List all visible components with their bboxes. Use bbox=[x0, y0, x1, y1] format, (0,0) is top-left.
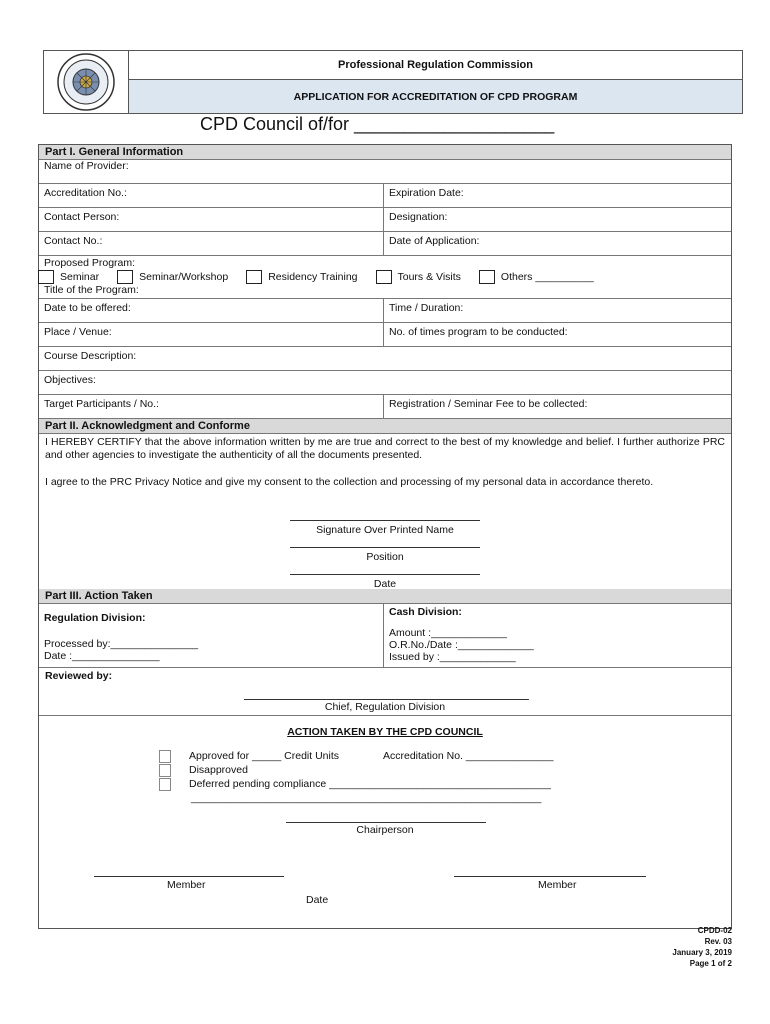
member-right-label: Member bbox=[538, 879, 577, 891]
contact-person-field[interactable]: Contact Person: bbox=[39, 208, 384, 231]
contact-no-row bbox=[39, 232, 731, 256]
registration-fee-field[interactable]: Registration / Seminar Fee to be collected: bbox=[389, 398, 588, 410]
form-revision: Rev. 03 bbox=[704, 937, 732, 946]
prc-seal-icon bbox=[52, 52, 120, 112]
council-action-title: ACTION TAKEN BY THE CPD COUNCIL bbox=[287, 726, 483, 738]
expiration-date-field[interactable]: Expiration Date: bbox=[389, 187, 464, 199]
disapproved-checkbox[interactable] bbox=[159, 764, 171, 777]
member-left-line[interactable] bbox=[94, 876, 284, 877]
place-venue-row bbox=[39, 323, 731, 347]
application-form bbox=[38, 144, 732, 929]
date-label: Date bbox=[373, 578, 397, 590]
residency-training-checkbox[interactable] bbox=[246, 270, 262, 284]
certify-text: I HEREBY CERTIFY that the above information written by me are true and correct to the best of my knowledge and belief. I further authorize PRC and other agencies to investigate the authenticity of all the documents presented. bbox=[45, 436, 725, 461]
deferred-label: Deferred pending compliance ______________________________________ bbox=[189, 778, 551, 790]
designation-field[interactable]: Designation: bbox=[389, 211, 448, 223]
disapproved-label: Disapproved bbox=[189, 764, 248, 776]
member-right-line[interactable] bbox=[454, 876, 646, 877]
part1-title: Part I. General Information bbox=[39, 145, 731, 160]
issued-by-field[interactable]: Issued by :_____________ bbox=[389, 651, 516, 663]
approved-label: Approved for _____ Credit Units bbox=[189, 750, 339, 762]
regulation-division-label: Regulation Division: bbox=[44, 612, 146, 624]
reviewed-by-section bbox=[39, 668, 731, 716]
seminar-label: Seminar bbox=[60, 271, 100, 283]
chairperson-label: Chairperson bbox=[356, 824, 414, 836]
part2-title: Part II. Acknowledgment and Conforme bbox=[39, 419, 731, 434]
name-of-provider-row[interactable] bbox=[39, 160, 731, 184]
accreditation-row bbox=[39, 184, 731, 208]
others-checkbox[interactable] bbox=[479, 270, 495, 284]
seminar-checkbox[interactable] bbox=[38, 270, 54, 284]
chief-label: Chief, Regulation Division bbox=[324, 701, 446, 713]
title-of-program-label[interactable]: Title of the Program: bbox=[44, 284, 139, 296]
proposed-program-row bbox=[39, 256, 731, 299]
date-offered-row bbox=[39, 299, 731, 323]
seminar-workshop-label: Seminar/Workshop bbox=[139, 271, 229, 283]
chief-signature-line[interactable] bbox=[244, 699, 529, 700]
council-date-label: Date bbox=[306, 894, 329, 906]
course-description-row bbox=[39, 347, 731, 371]
proposed-program-label: Proposed Program: bbox=[44, 257, 136, 269]
time-duration-field[interactable]: Time / Duration: bbox=[389, 302, 464, 314]
form-code: CPDD-02 bbox=[697, 926, 732, 935]
cash-division-label: Cash Division: bbox=[389, 606, 462, 618]
course-description-field[interactable]: Course Description: bbox=[44, 350, 137, 362]
tours-visits-label: Tours & Visits bbox=[397, 271, 461, 283]
objectives-row bbox=[39, 371, 731, 395]
council-accreditation-no[interactable]: Accreditation No. _______________ bbox=[383, 750, 554, 762]
or-no-field[interactable]: O.R.No./Date :_____________ bbox=[389, 639, 534, 651]
signature-label: Signature Over Printed Name bbox=[316, 524, 454, 536]
council-line: CPD Council of/for ____________________ bbox=[200, 114, 555, 134]
form-date: January 3, 2019 bbox=[672, 948, 732, 957]
date-offered-field[interactable]: Date to be offered: bbox=[39, 299, 384, 322]
times-conducted-field[interactable]: No. of times program to be conducted: bbox=[389, 326, 568, 338]
residency-training-label: Residency Training bbox=[268, 271, 358, 283]
privacy-consent-text: I agree to the PRC Privacy Notice and give my consent to the collection and processing of my personal data in accordance thereto. bbox=[45, 476, 654, 488]
prc-seal bbox=[44, 51, 129, 113]
deferred-checkbox[interactable] bbox=[159, 778, 171, 791]
agency-name: Professional Regulation Commission bbox=[129, 51, 742, 80]
position-label: Position bbox=[366, 551, 404, 563]
tours-visits-checkbox[interactable] bbox=[376, 270, 392, 284]
date-line[interactable] bbox=[290, 574, 480, 575]
regulation-date-field[interactable]: Date :_______________ bbox=[44, 650, 160, 662]
contact-person-row bbox=[39, 208, 731, 232]
chairperson-line[interactable] bbox=[286, 822, 486, 823]
divisions-row bbox=[39, 604, 731, 668]
accreditation-no-field[interactable]: Accreditation No.: bbox=[39, 184, 384, 207]
target-participants-field[interactable]: Target Participants / No.: bbox=[39, 395, 384, 418]
position-line[interactable] bbox=[290, 547, 480, 548]
member-left-label: Member bbox=[167, 879, 206, 891]
approved-checkbox[interactable] bbox=[159, 750, 171, 763]
date-of-application-field[interactable]: Date of Application: bbox=[389, 235, 480, 247]
signature-line[interactable] bbox=[290, 520, 480, 521]
amount-field[interactable]: Amount :_____________ bbox=[389, 627, 507, 639]
acknowledgment-section bbox=[39, 434, 731, 590]
deferred-blank-line[interactable]: ____________________________________________________________ bbox=[191, 792, 542, 804]
page-number: Page 1 of 2 bbox=[689, 959, 732, 968]
others-label: Others __________ bbox=[500, 271, 594, 283]
reviewed-by-label: Reviewed by: bbox=[45, 670, 113, 682]
form-footer bbox=[672, 925, 732, 969]
processed-by-field[interactable]: Processed by:_______________ bbox=[44, 638, 199, 650]
place-venue-field[interactable]: Place / Venue: bbox=[39, 323, 384, 346]
council-action-section bbox=[39, 716, 731, 928]
form-title: APPLICATION FOR ACCREDITATION OF CPD PROGRAM bbox=[129, 80, 742, 113]
form-header bbox=[43, 50, 743, 114]
contact-no-field[interactable]: Contact No.: bbox=[39, 232, 384, 255]
target-participants-row bbox=[39, 395, 731, 419]
seminar-workshop-checkbox[interactable] bbox=[117, 270, 133, 284]
name-of-provider-label: Name of Provider: bbox=[44, 160, 129, 172]
objectives-field[interactable]: Objectives: bbox=[44, 374, 96, 386]
part3-title: Part III. Action Taken bbox=[39, 589, 731, 604]
